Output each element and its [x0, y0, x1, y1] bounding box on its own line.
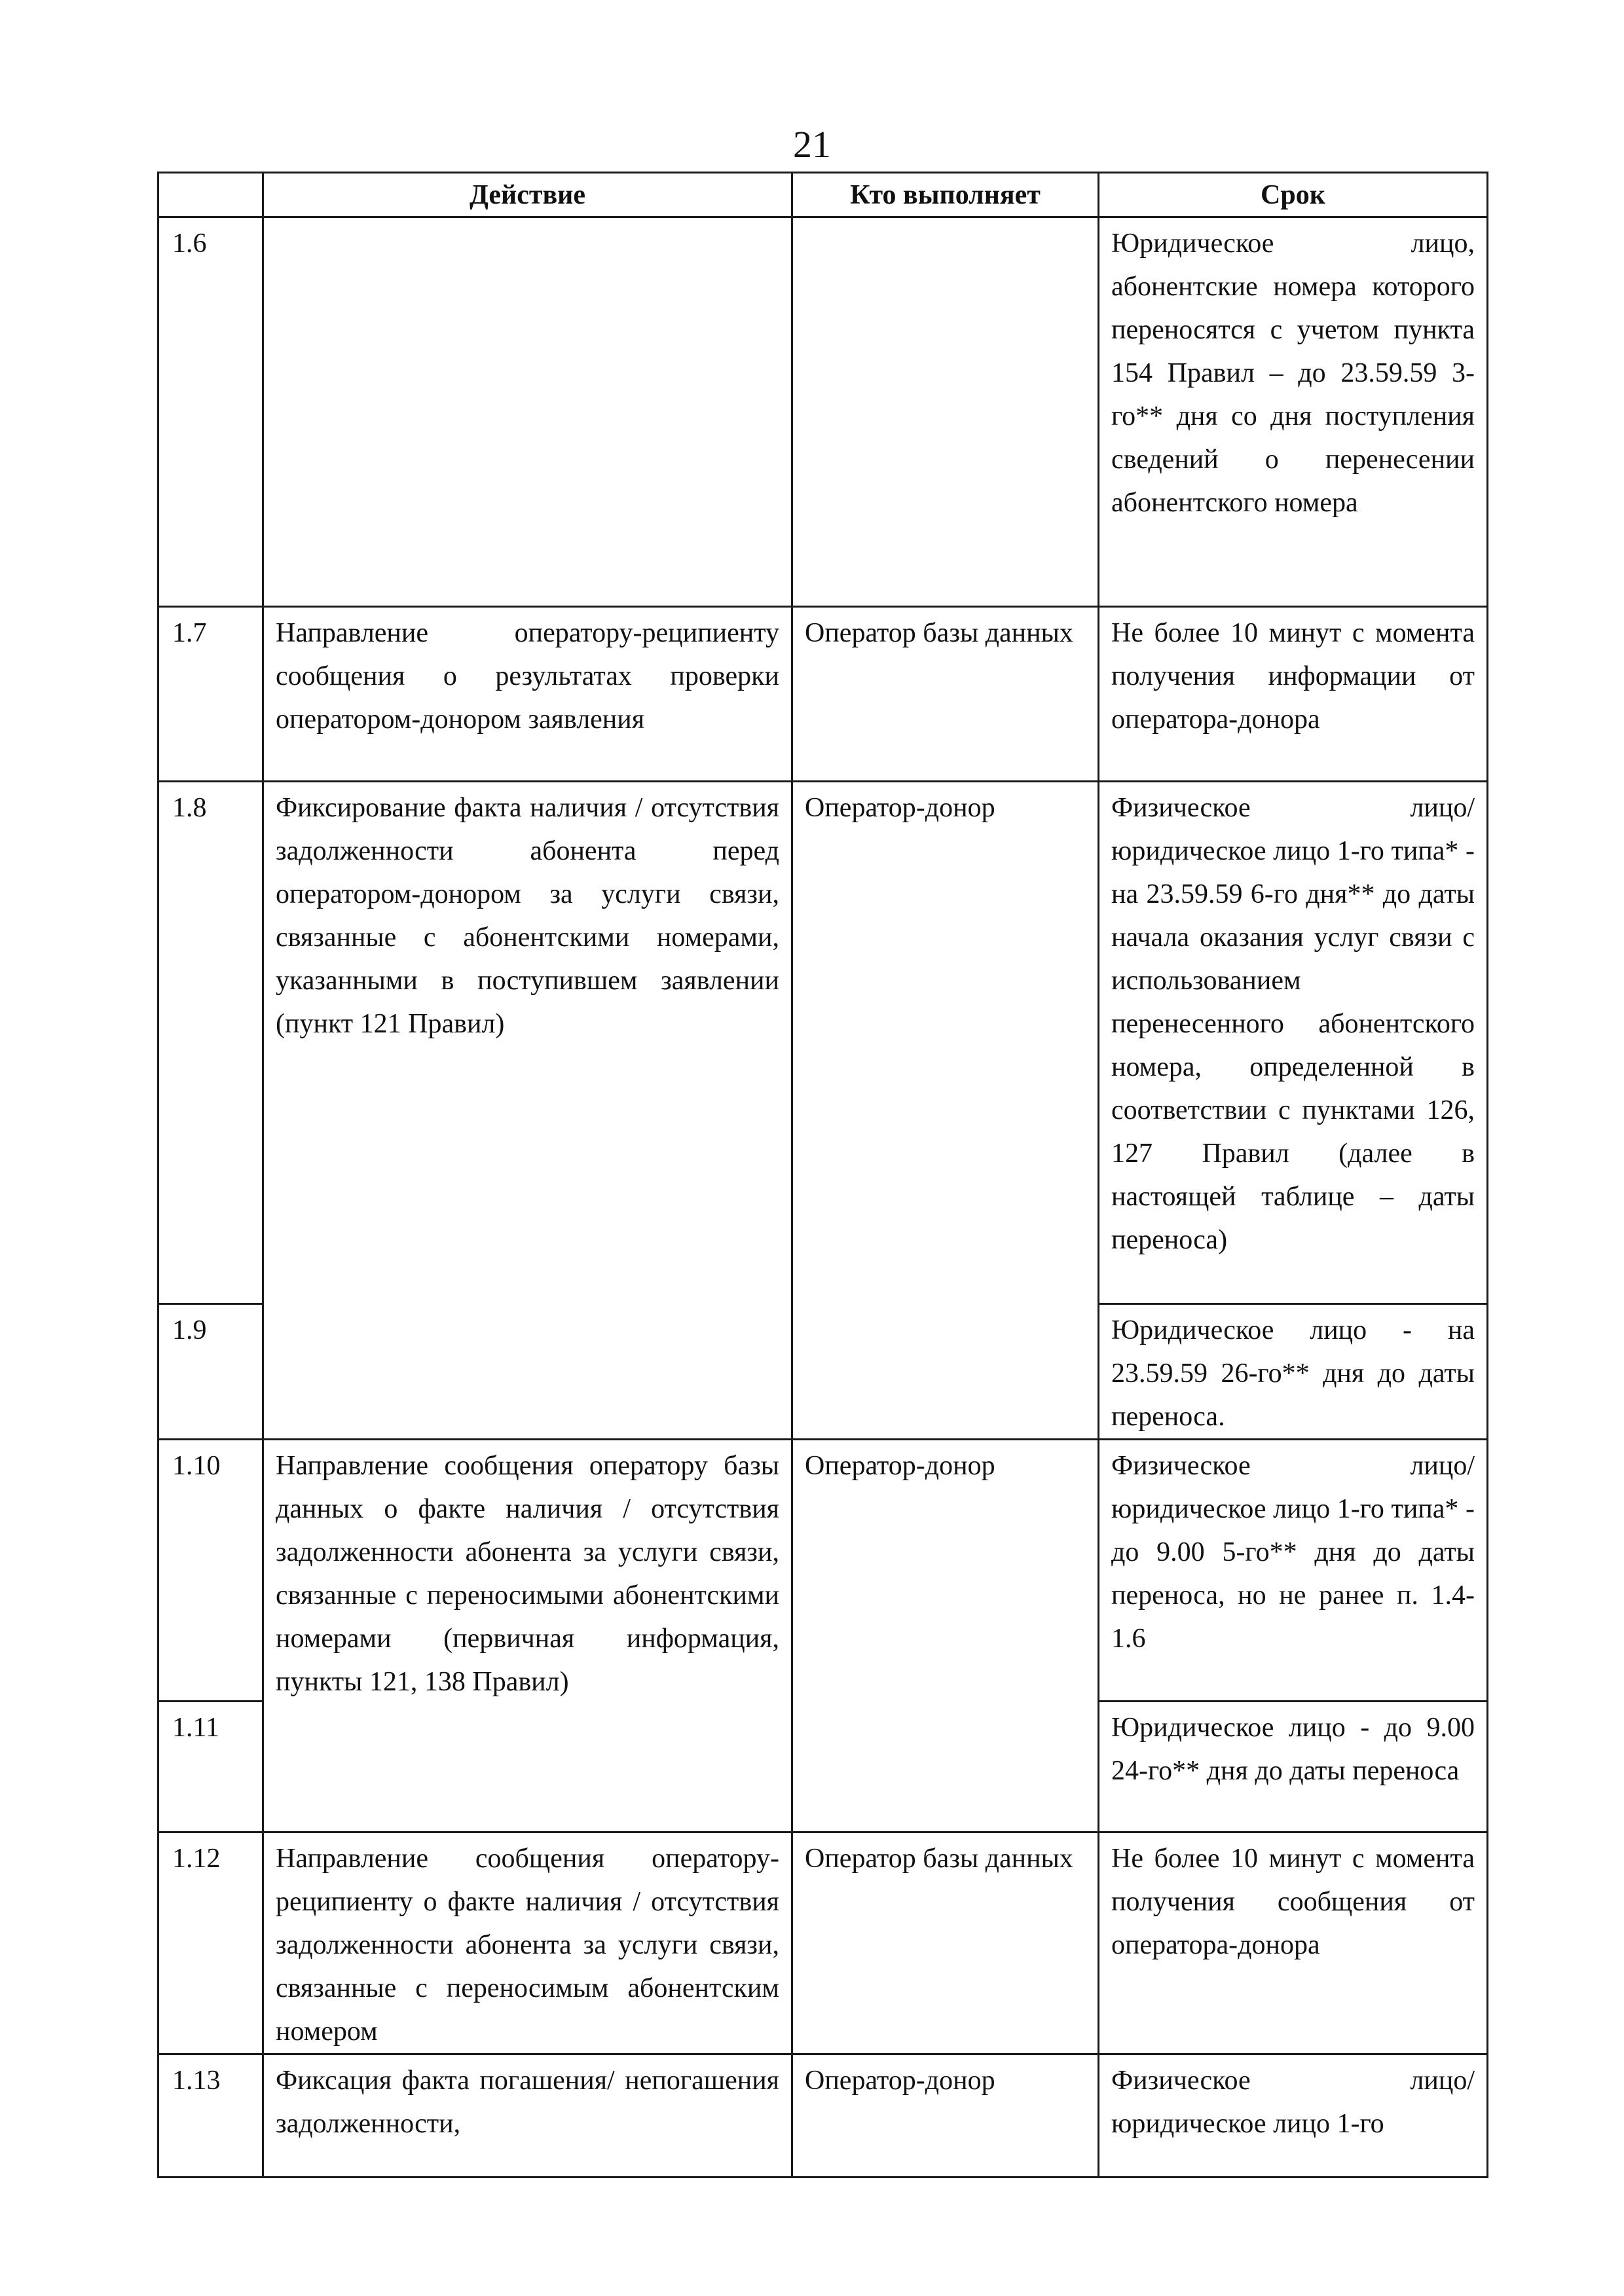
- page-number: 21: [793, 123, 831, 166]
- row-number: 1.9: [158, 1304, 263, 1440]
- header-num: [158, 173, 263, 217]
- row-performer: Оператор-донор: [792, 1440, 1099, 1832]
- row-performer: [792, 217, 1099, 607]
- row-action: Направление сообщения оператору базы данных о факте наличия / отсутствия задолженности абонента за услуги связи, связанные с переносимыми абонентскими номерами (первичная информация, пункты 121, 138 Правил): [263, 1440, 792, 1832]
- table-row: [158, 782, 1488, 1304]
- row-action: Фиксация факта погашения/ непогашения задолженности,: [263, 2054, 792, 2178]
- row-action: Направление оператору-реципиенту сообщения о результатах проверки оператором-донором заявления: [263, 607, 792, 782]
- table-row: [158, 607, 1488, 782]
- row-term: Физическое лицо/юридическое лицо 1-го типа* - до 9.00 5-го** дня до даты переноса, но не ранее п. 1.4-1.6: [1099, 1440, 1488, 1702]
- row-term: Юридическое лицо, абонентские номера которого переносятся с учетом пункта 154 Правил – до 23.59.59 3-го** дня со дня поступления сведений о перенесении абонентского номера: [1099, 217, 1488, 607]
- row-term: Юридическое лицо - до 9.00 24-го** дня до даты переноса: [1099, 1702, 1488, 1832]
- row-performer: Оператор-донор: [792, 2054, 1099, 2178]
- row-number: 1.10: [158, 1440, 263, 1702]
- header-term: Срок: [1099, 173, 1488, 217]
- row-action: Направление сообщения оператору-реципиенту о факте наличия / отсутствия задолженности абонента за услуги связи, связанные с переносимым абонентским номером: [263, 1832, 792, 2054]
- row-term: Не более 10 минут с момента получения информации от оператора-донора: [1099, 607, 1488, 782]
- table-row: [158, 1832, 1488, 2054]
- row-number: 1.13: [158, 2054, 263, 2178]
- row-number: 1.8: [158, 782, 263, 1304]
- row-action: [263, 217, 792, 607]
- row-number: 1.12: [158, 1832, 263, 2054]
- row-action: Фиксирование факта наличия / отсутствия задолженности абонента перед оператором-донором за услуги связи, связанные с абонентскими номерами, указанными в поступившем заявлении (пункт 121 Правил): [263, 782, 792, 1440]
- table-header-row: [158, 173, 1488, 217]
- header-action: Действие: [263, 173, 792, 217]
- row-performer: Оператор-донор: [792, 782, 1099, 1440]
- table-row: [158, 1440, 1488, 1702]
- row-term: Физическое лицо/юридическое лицо 1-го: [1099, 2054, 1488, 2178]
- row-term: Не более 10 минут с момента получения сообщения от оператора-донора: [1099, 1832, 1488, 2054]
- row-performer: Оператор базы данных: [792, 607, 1099, 782]
- row-performer: Оператор базы данных: [792, 1832, 1099, 2054]
- row-term: Юридическое лицо - на 23.59.59 26-го** дня до даты переноса.: [1099, 1304, 1488, 1440]
- table-row: [158, 2054, 1488, 2178]
- procedure-table: [157, 172, 1488, 2178]
- row-number: 1.6: [158, 217, 263, 607]
- header-performer: Кто выполняет: [792, 173, 1099, 217]
- row-number: 1.11: [158, 1702, 263, 1832]
- row-number: 1.7: [158, 607, 263, 782]
- table-row: [158, 217, 1488, 607]
- row-term: Физическое лицо/юридическое лицо 1-го типа* - на 23.59.59 6-го дня** до даты начала оказания услуг связи с использованием перенесенного абонентского номера, определенной в соответствии с пунктами 126, 127 Правил (далее в настоящей таблице – даты переноса): [1099, 782, 1488, 1304]
